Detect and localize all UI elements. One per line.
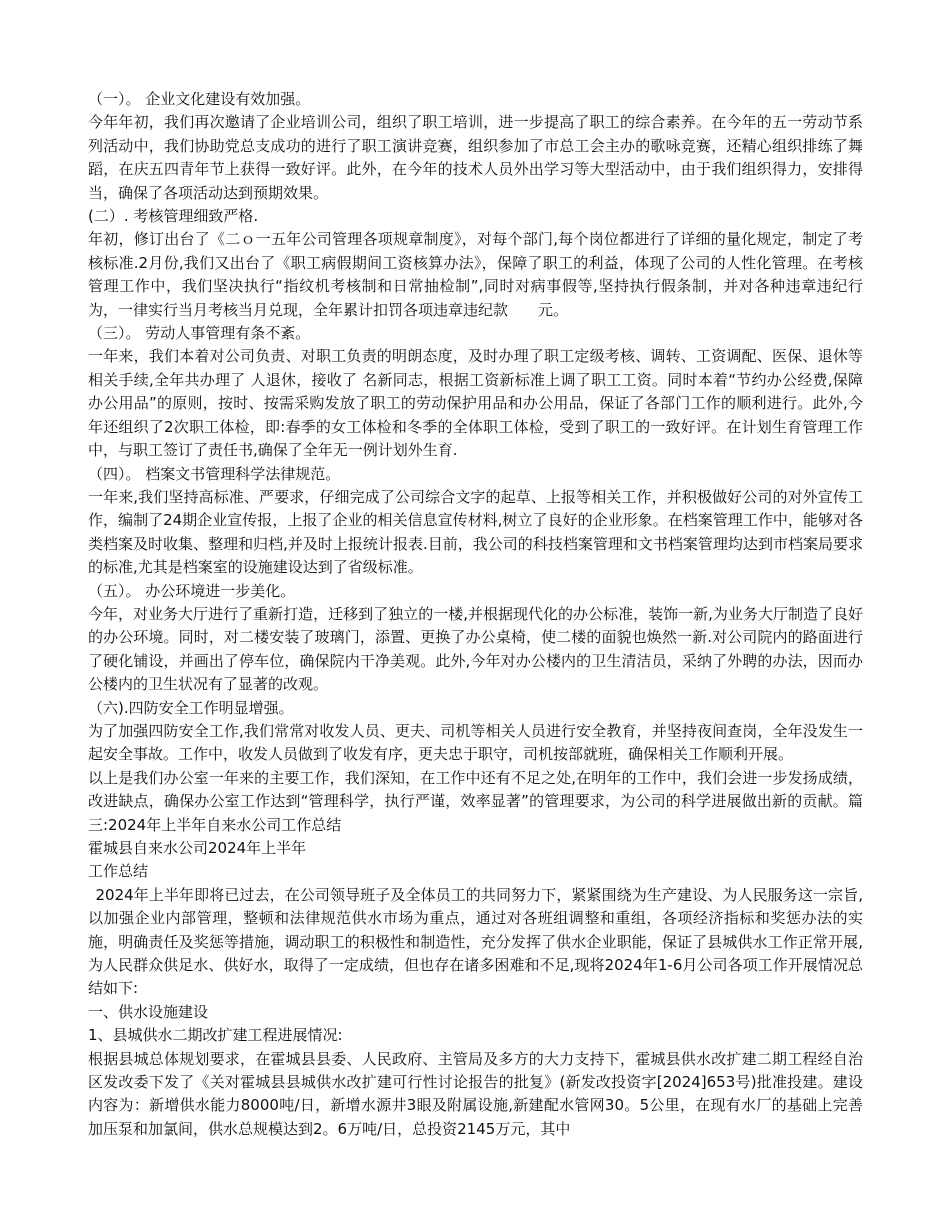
section-heading-office-environment: （五）。 办公环境进一步美化。 (88, 581, 296, 600)
section-heading-water-facilities: 一、供水设施建设 (88, 1002, 209, 1021)
document-title-line-2: 工作总结 (88, 862, 149, 881)
paragraph-safety: 为了加强四防安全工作,我们常常对收发人员、更夫、司机等相关人员进行安全教育，并坚持夜间查岗，全年没发生一起安全事故。工作中，收发人员做到了收发有序，更夫忠于职守，司机按部就班，确保相关工作顺利开展。 (88, 721, 863, 764)
paragraph-personnel: 一年来，我们本着对公司负责、对职工负责的明朗态度，及时办理了职工定级考核、调转、工资调配、医保、退休等相关手续,全年共办理了 人退休，接收了 名新同志，根据工资新标准上调了职工工资。同时本着“节约办公经费,保障办公用品”的原则，按时、按需采购发放了职工的劳动保护用品和办公用品，保证了各部门工作的顺利进行。此外,今年还组织了2次职工体检，即:春季的女工体检和冬季的全体职工体检，受到了职工的一致好评。在计划生育管理工作中，与职工签订了责任书,确保了全年无一例计划外生育. (88, 347, 863, 460)
paragraph-culture: 今年年初，我们再次邀请了企业培训公司，组织了职工培训，进一步提高了职工的综合素养。在今年的五一劳动节系列活动中，我们协助党总支成功的进行了职工演讲竞赛，组织参加了市总工会主办的歌咏竞赛，还精心组织排练了舞蹈，在庆五四青年节上获得一致好评。此外，在今年的技术人员外出学习等大型活动中，由于我们组织得力，安排得当，确保了各项活动达到预期效果。 (88, 113, 863, 202)
paragraph-office-environment: 今年，对业务大厅进行了重新打造，迁移到了独立的一楼,并根据现代化的办公标准，装饰一新,为业务大厅制造了良好的办公环境。同时，对二楼安装了玻璃门，添置、更换了办公桌椅，使二楼的面貌也焕然一新.对公司院内的路面进行了硬化铺设，并画出了停车位，确保院内干净美观。此外,今年对办公楼内的卫生清洁员，采纳了外聘的办法，因而办公楼内的卫生状况有了显著的改观。 (88, 604, 863, 694)
paragraph-conclusion: 以上是我们办公室一年来的主要工作，我们深知，在工作中还有不足之处,在明年的工作中，我们会进一步发扬成绩，改进缺点，确保办公室工作达到“管理科学，执行严谨，效率显著”的管理要求，为公司的科学进展做出新的贡献。篇三:2024年上半年自来水公司工作总结 (88, 768, 863, 834)
paragraph-assessment: 年初，修订出台了《二ｏ一五年公司管理各项规章制度》，对每个部门,每个岗位都进行了详细的量化规定，制定了考核标准.2月份,我们又出台了《职工病假期间工资核算办法》，保障了职工的利益，体现了公司的人性化管理。在考核管理工作中，我们坚决执行“指纹机考核制和日常抽检制”,同时对病事假等,坚持执行假条制，并对各种违章违纪行为，一律实行当月考核当月兑现，全年累计扣罚各项违章违纪款 元。 (88, 230, 863, 319)
paragraph-intro: 2024年上半年即将已过去，在公司领导班子及全体员工的共同努力下，紧紧围绕为生产建设、为人民服务这一宗旨,以加强企业内部管理，整顿和法律规范供水市场为重点，通过对各班组调整和重组，各项经济指标和奖惩办法的实施，明确责任及奖惩等措施，调动职工的积极性和制造性，充分发挥了供水企业职能，保证了县城供水工作正常开展,为人民群众供足水、供好水，取得了一定成绩，但也存在诸多困难和不足,现将2024年1-6月公司各项工作开展情况总结如下: (88, 885, 863, 998)
section-heading-assessment: (二）. 考核管理细致严格. (88, 207, 259, 226)
document-page (88, 88, 863, 1141)
subsection-heading-phase-two: 1、县城供水二期改扩建工程进展情况: (88, 1026, 343, 1045)
section-heading-culture: （一）。 企业文化建设有效加强。 (88, 90, 311, 108)
section-heading-archives: （四）。 档案文书管理科学法律规范。 (88, 464, 341, 483)
paragraph-archives: 一年来,我们坚持高标准、严要求，仔细完成了公司综合文字的起草、上报等相关工作，并积极做好公司的对外宣传工作，编制了24期企业宣传报，上报了企业的相关信息宣传材料,树立了良好的企业形象。在档案管理工作中，能够对各类档案及时收集、整理和归档,并及时上报统计报表.目前，我公司的科技档案管理和文书档案管理均达到市档案局要求的标准,尤其是档案室的设施建设达到了省级标准。 (88, 487, 863, 577)
document-title-line-1: 霍城县自来水公司2024年上半年 (88, 839, 307, 857)
paragraph-phase-two: 根据县城总体规划要求，在霍城县县委、人民政府、主管局及多方的大力支持下，霍城县供水改扩建二期工程经自治区发改委下发了《关对霍城县县城供水改扩建可行性讨论报告的批复》(新发改投资字[2024]653号)批准投建。建设内容为：新增供水能力8000吨/日，新增水源井3眼及附属设施,新建配水管网30。5公里，在现有水厂的基础上完善加压泵和加氯间，供水总规模达到2。6万吨/日，总投资2145万元，其中 (88, 1049, 863, 1138)
section-heading-safety: （六).四防安全工作明显增强。 (88, 698, 294, 717)
section-heading-personnel: （三）。 劳动人事管理有条不紊。 (88, 324, 311, 343)
